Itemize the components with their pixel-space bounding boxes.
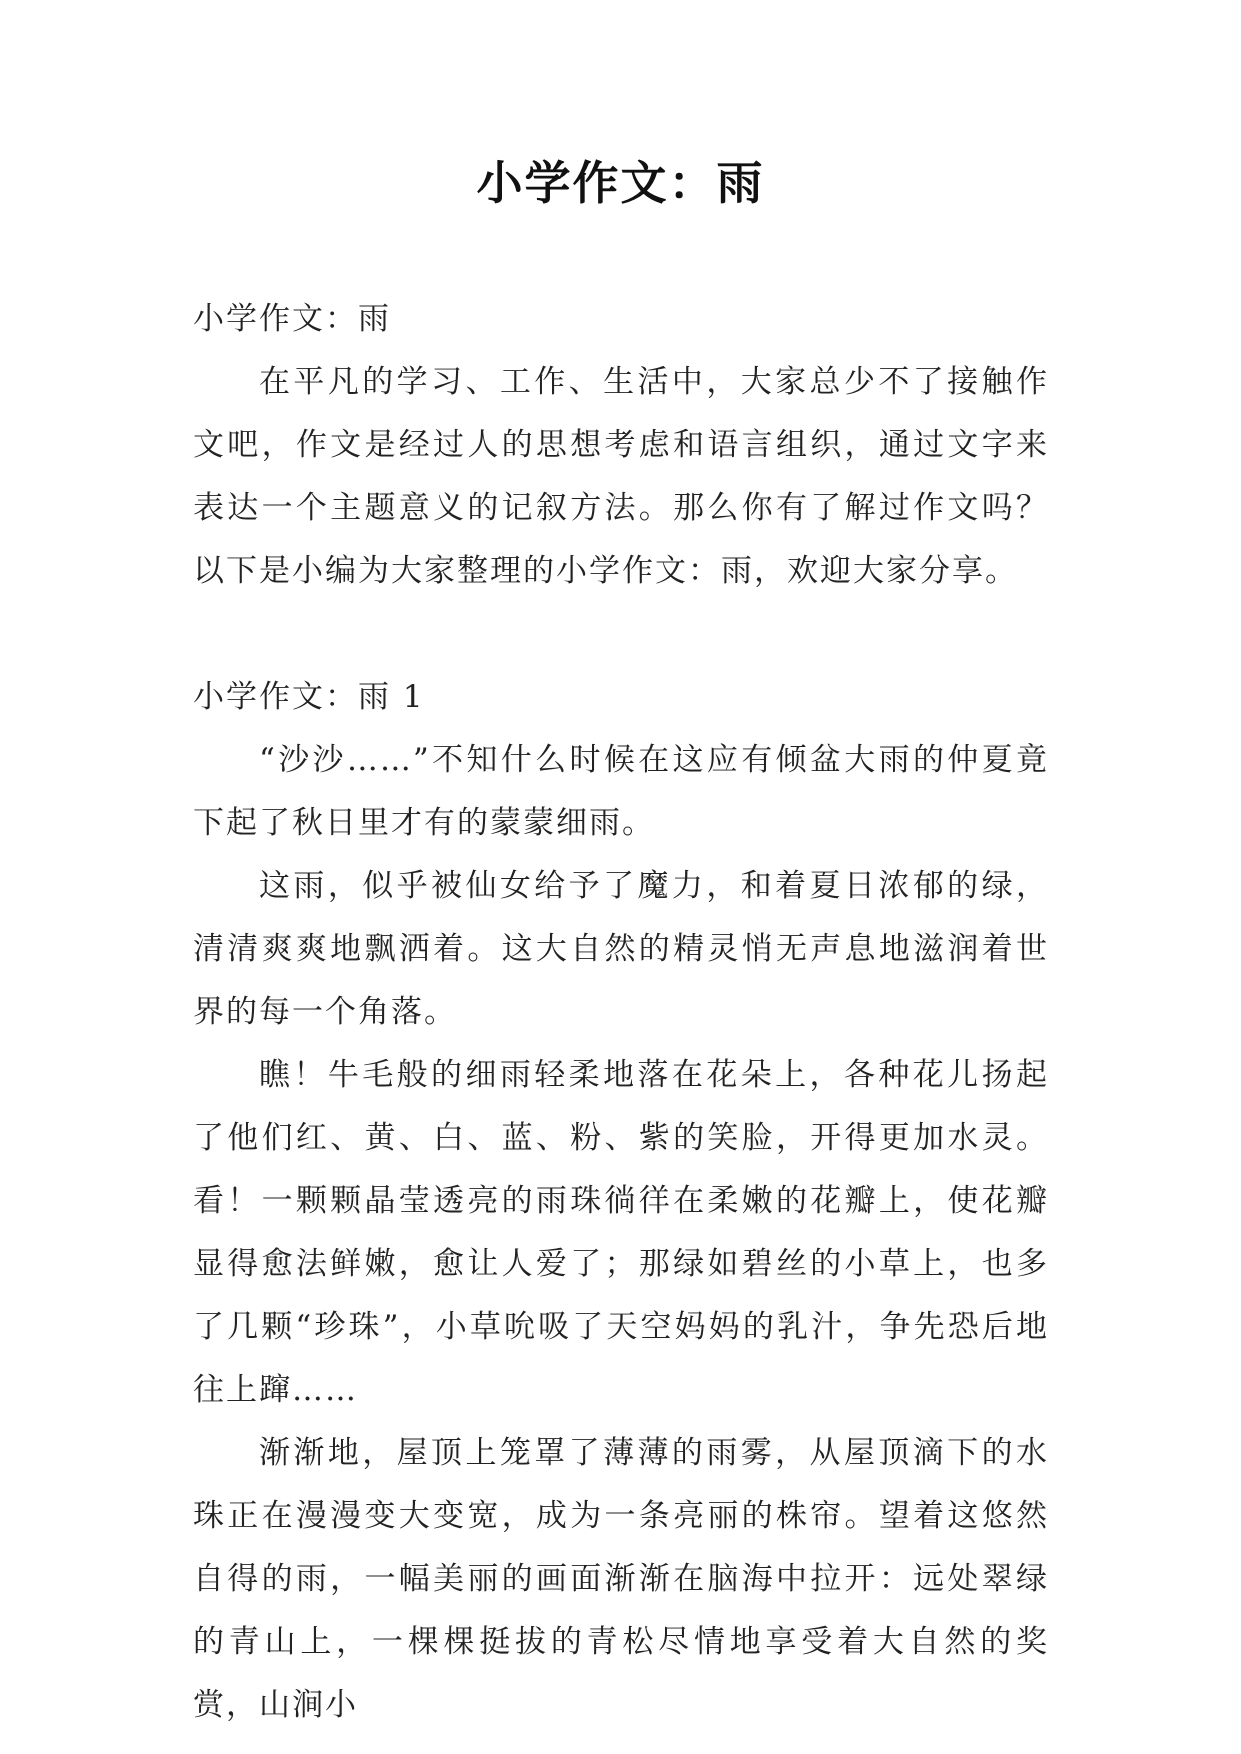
section-paragraph: “沙沙……”不知什么时候在这应有倾盆大雨的仲夏竟下起了秋日里才有的蒙蒙细雨。 xyxy=(193,742,1049,841)
section-paragraph: 渐渐地，屋顶上笼罩了薄薄的雨雾，从屋顶滴下的水珠正在漫漫变大变宽，成为一条亮丽的株帘。望着这悠然自得的雨，一幅美丽的画面渐渐在脑海中拉开：远处翠绿的青山上，一棵棵挺拔的青松尽情地享受着大自然的奖赏，山涧小 xyxy=(193,1435,1049,1723)
paragraph-spacer xyxy=(193,603,1049,666)
section-heading: 小学作文：雨 1 xyxy=(193,679,425,715)
document-body xyxy=(193,288,1049,1737)
article-heading: 小学作文：雨 xyxy=(193,301,391,337)
intro-paragraph: 在平凡的学习、工作、生活中，大家总少不了接触作文吧，作文是经过人的思想考虑和语言组织，通过文字来表达一个主题意义的记叙方法。那么你有了解过作文吗？以下是小编为大家整理的小学作文：雨，欢迎大家分享。 xyxy=(193,364,1049,589)
document-title: 小学作文：雨 xyxy=(476,156,765,210)
section-paragraph: 瞧！牛毛般的细雨轻柔地落在花朵上，各种花儿扬起了他们红、黄、白、蓝、粉、紫的笑脸，开得更加水灵。看！一颗颗晶莹透亮的雨珠徜徉在柔嫩的花瓣上，使花瓣显得愈法鲜嫩，愈让人爱了；那绿如碧丝的小草上，也多了几颗“珍珠”，小草吮吸了天空妈妈的乳汁，争先恐后地往上蹿…… xyxy=(193,1057,1049,1408)
section-paragraph: 这雨，似乎被仙女给予了魔力，和着夏日浓郁的绿，清清爽爽地飘洒着。这大自然的精灵悄无声息地滋润着世界的每一个角落。 xyxy=(193,868,1049,1030)
